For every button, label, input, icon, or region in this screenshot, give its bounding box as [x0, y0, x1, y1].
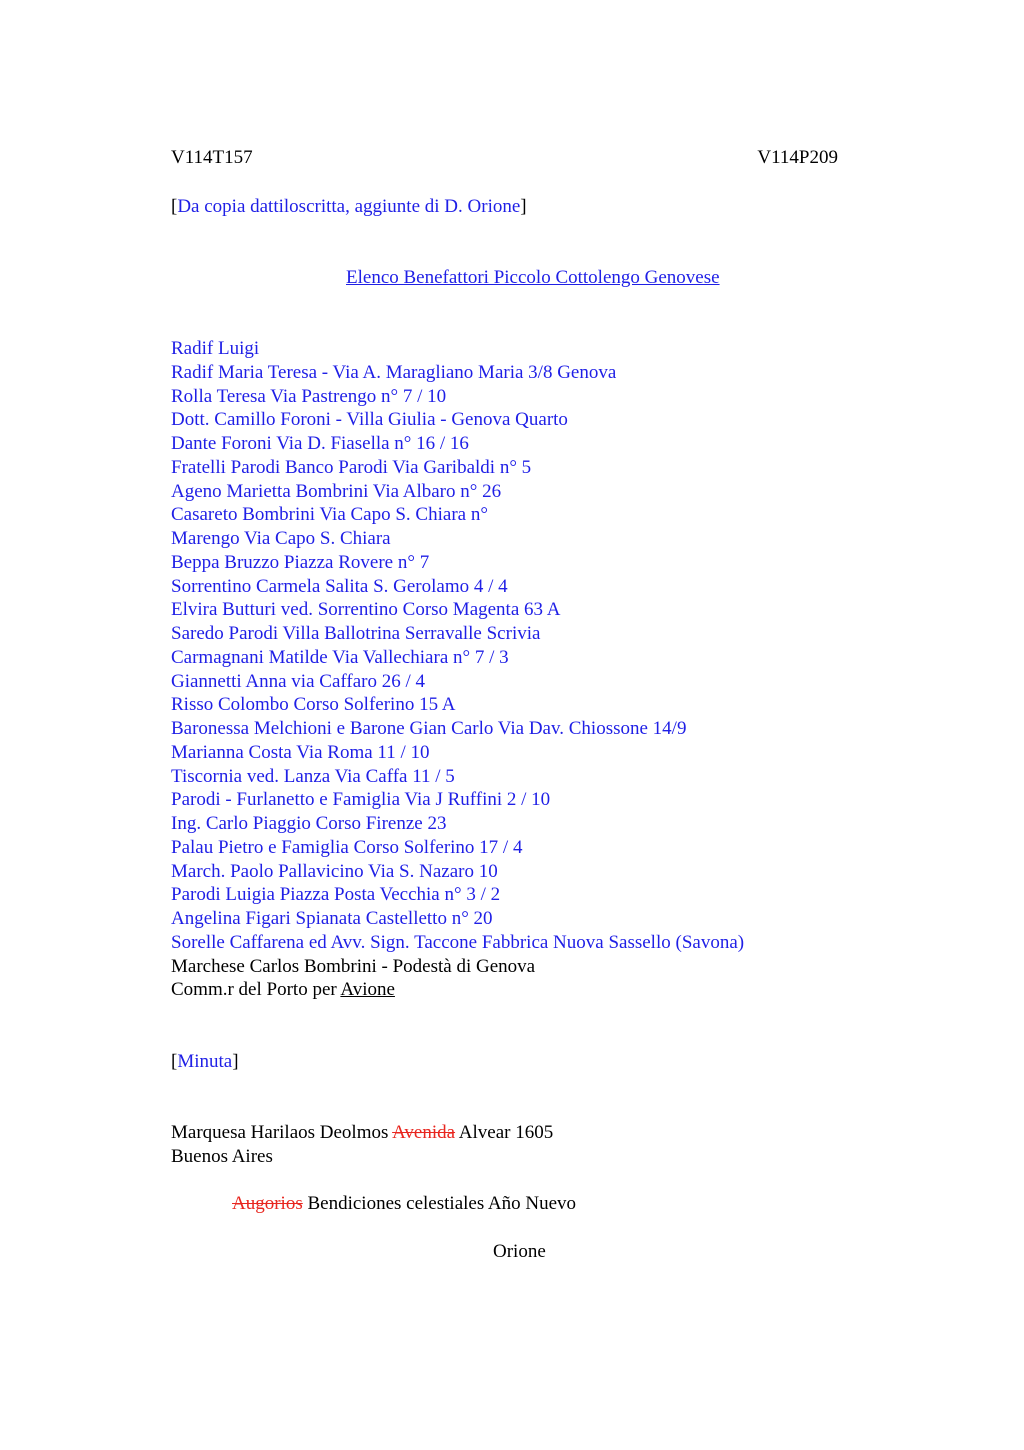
- donor-entry: Risso Colombo Corso Solferino 15 A: [171, 694, 456, 716]
- donor-entry: March. Paolo Pallavicino Via S. Nazaro 10: [171, 860, 498, 882]
- letter-signature: Orione: [493, 1241, 546, 1262]
- donor-entry: Dante Foroni Via D. Fiasella n° 16 / 16: [171, 433, 469, 454]
- minuta-text: Minuta: [177, 1051, 233, 1072]
- donor-entry: Carmagnani Matilde Via Vallechiara n° 7 / 3: [171, 646, 509, 668]
- document-code-right: V114P209: [757, 147, 838, 168]
- donor-entry: Casareto Bombrini Via Capo S. Chiara n°: [171, 504, 488, 526]
- donor-entry: Radif Maria Teresa - Via A. Maragliano Maria 3/8 Genova: [171, 361, 617, 383]
- port-commander-prefix: Comm.r del Porto per: [171, 979, 341, 1001]
- minuta-note: [171, 1050, 239, 1074]
- letter-greeting: [232, 1192, 576, 1216]
- greeting-text: Bendiciones celestiales Año Nuevo: [302, 1193, 577, 1214]
- donor-list: [171, 337, 744, 1002]
- source-note-close-bracket: ]: [520, 196, 527, 217]
- donor-entry: Saredo Parodi Villa Ballotrina Serravalle Scrivia: [171, 623, 541, 644]
- donor-entry: Parodi - Furlanetto e Famiglia Via J Ruffini 2 / 10: [171, 789, 551, 811]
- donor-entry-podesta: Marchese Carlos Bombrini - Podestà di Genova: [171, 955, 536, 977]
- source-note-open-bracket: [: [171, 196, 178, 217]
- document-code-left: V114T157: [171, 147, 253, 168]
- donor-entry: Baronessa Melchioni e Barone Gian Carlo Via Dav. Chiossone 14/9: [171, 718, 687, 739]
- donor-entry: Palau Pietro e Famiglia Corso Solferino 17 / 4: [171, 836, 523, 858]
- port-commander-underlined-word: Avione: [340, 979, 395, 1001]
- donor-entry: Ing. Carlo Piaggio Corso Firenze 23: [171, 813, 447, 834]
- donor-entry: Marengo Via Capo S. Chiara: [171, 528, 391, 549]
- addressee-name: Marquesa Harilaos Deolmos: [171, 1122, 393, 1143]
- donor-entry: Elvira Butturi ved. Sorrentino Corso Magenta 63 A: [171, 599, 561, 621]
- donor-entry: Parodi Luigia Piazza Posta Vecchia n° 3 / 2: [171, 884, 501, 906]
- source-note: [171, 195, 527, 219]
- donor-entry: Giannetti Anna via Caffaro 26 / 4: [171, 670, 425, 692]
- donor-entry: Sorelle Caffarena ed Avv. Sign. Taccone Fabbrica Nuova Sassello (Savona): [171, 931, 745, 953]
- list-title: Elenco Benefattori Piccolo Cottolengo Genovese: [346, 267, 720, 288]
- struck-word-augorios: Augorios: [232, 1193, 303, 1214]
- donor-entry: Tiscornia ved. Lanza Via Caffa 11 / 5: [171, 765, 455, 787]
- source-note-text: Da copia dattiloscritta, aggiunte di D. Orione: [177, 196, 521, 217]
- letter-address-line-2: Buenos Aires: [171, 1146, 273, 1167]
- donor-entry: Beppa Bruzzo Piazza Rovere n° 7: [171, 551, 430, 573]
- donor-entry: Angelina Figari Spianata Castelletto n° 20: [171, 908, 493, 929]
- minuta-open-bracket: [: [171, 1051, 178, 1072]
- struck-word-avenida: Avenida: [392, 1122, 456, 1143]
- minuta-close-bracket: ]: [232, 1051, 239, 1072]
- donor-entry: Ageno Marietta Bombrini Via Albaro n° 26: [171, 480, 502, 502]
- donor-entry: Rolla Teresa Via Pastrengo n° 7 / 10: [171, 385, 447, 407]
- donor-entry: Radif Luigi: [171, 338, 260, 359]
- letter-address-line-1: [171, 1121, 553, 1145]
- donor-entry: Marianna Costa Via Roma 11 / 10: [171, 741, 430, 763]
- donor-entry: Sorrentino Carmela Salita S. Gerolamo 4 / 4: [171, 575, 508, 597]
- street-address: Alvear 1605: [455, 1122, 554, 1143]
- donor-entry-port-commander: [171, 978, 744, 1002]
- donor-entry: Fratelli Parodi Banco Parodi Via Garibaldi n° 5: [171, 456, 532, 478]
- donor-entry: Dott. Camillo Foroni - Villa Giulia - Genova Quarto: [171, 409, 568, 431]
